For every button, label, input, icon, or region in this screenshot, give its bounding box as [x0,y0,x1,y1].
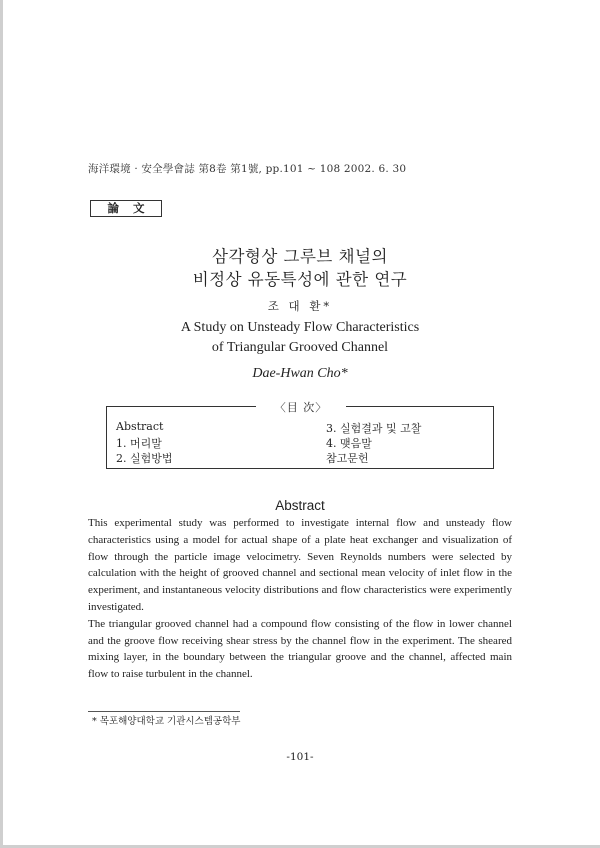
page-number: -101- [286,751,314,763]
toc-top-rule-right [346,406,494,407]
toc-item-methods: 2. 실험방법 [116,452,173,465]
footnote-rule [88,711,240,712]
author-english: Dae-Hwan Cho* [252,366,348,381]
page-edge-left [0,0,3,848]
author-korean: 조 대 환* [267,299,333,313]
category-label: 論文 [90,200,162,217]
title-korean-line1: 삼각형상 그루브 채널의 [212,247,388,266]
toc-item-introduction: 1. 머리말 [116,437,162,450]
abstract-body [88,515,512,683]
title-english-line2: of Triangular Grooved Channel [211,340,389,355]
author-affiliation-footnote: * 목포해양대학교 기관시스템공학부 [92,716,241,727]
toc-top-rule-left [106,406,256,407]
journal-citation: 海洋環境 · 安全學會誌 第8卷 第1號, pp.101 ~ 108 2002. 6. 30 [88,163,407,175]
abstract-paragraph-1: This experimental study was performed to investigate internal flow and unsteady flow characteristics using a model for actual shape of a plate heat exchanger and visualization of flow through the particle image velocimetry. Seven Reynolds numbers were selected by calculation with the height of grooved channel and sectional mean velocity of inlet flow in the experiment, and instantaneous velocity distributions and flow characteristics were experimently investigated. [88,517,512,613]
abstract-heading: Abstract [275,498,325,513]
toc-item-references: 참고문헌 [326,452,369,465]
abstract-paragraph-2: The triangular grooved channel had a compound flow consisting of the flow in lower channel and the groove flow receiving shear stress by the channel flow in the experiment. The sheared mixing layer, in the boundary between the triangular groove and the channel, affected main flow to raise turbulent in the channel. [88,617,512,681]
toc-header: 〈目 次〉 [274,401,328,414]
title-korean-line2: 비정상 유동특성에 관한 연구 [192,270,408,289]
toc-item-conclusion: 4. 맺음말 [326,437,372,450]
title-english-line1: A Study on Unsteady Flow Characteristics [180,320,420,335]
toc-item-abstract: Abstract [116,420,164,433]
toc-item-results: 3. 실험결과 및 고찰 [326,422,422,435]
